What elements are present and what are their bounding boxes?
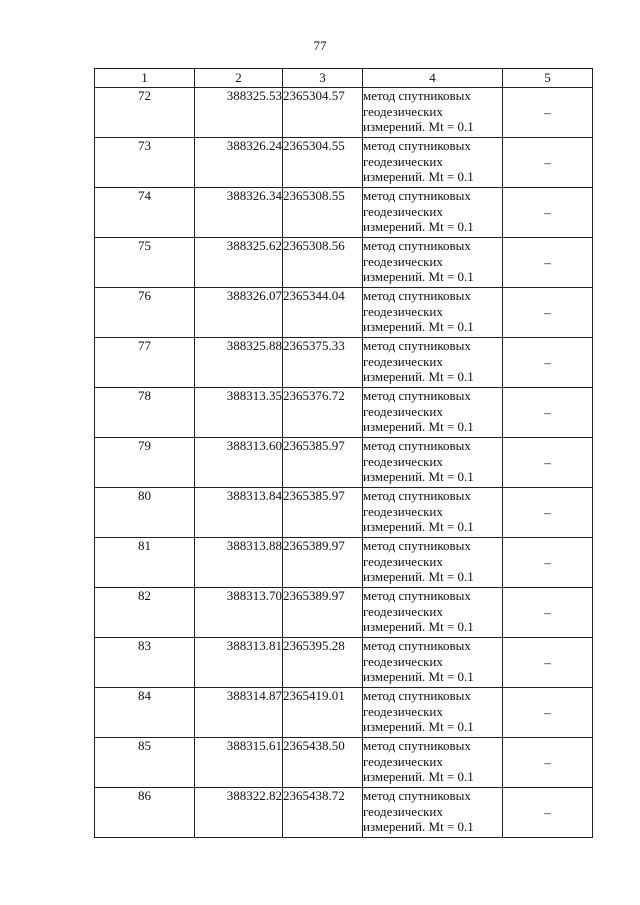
table-row bbox=[95, 288, 593, 338]
point-number-cell: 86 bbox=[95, 788, 195, 838]
y-coordinate-cell: 2365438.72 bbox=[283, 788, 363, 838]
y-coordinate-cell: 2365304.55 bbox=[283, 138, 363, 188]
point-number-cell: 73 bbox=[95, 138, 195, 188]
y-coordinate-cell: 2365308.55 bbox=[283, 188, 363, 238]
method-line-3: измерений. Mt = 0.1 bbox=[363, 819, 474, 834]
table-row bbox=[95, 738, 593, 788]
method-line-1: метод спутниковых bbox=[363, 538, 471, 553]
x-coordinate-cell: 388326.24 bbox=[195, 138, 283, 188]
method-line-3: измерений. Mt = 0.1 bbox=[363, 319, 474, 334]
table-row bbox=[95, 338, 593, 388]
method-line-3: измерений. Mt = 0.1 bbox=[363, 519, 474, 534]
x-coordinate-cell: 388314.87 bbox=[195, 688, 283, 738]
method-line-1: метод спутниковых bbox=[363, 188, 471, 203]
x-coordinate-cell: 388315.61 bbox=[195, 738, 283, 788]
point-number-cell: 75 bbox=[95, 238, 195, 288]
method-line-2: геодезических bbox=[363, 103, 443, 119]
method-cell bbox=[363, 738, 503, 788]
y-coordinate-cell: 2365304.57 bbox=[283, 88, 363, 138]
method-line-2: геодезических bbox=[363, 153, 443, 169]
method-cell bbox=[363, 538, 503, 588]
point-number-cell: 72 bbox=[95, 88, 195, 138]
y-coordinate-cell: 2365376.72 bbox=[283, 388, 363, 438]
x-coordinate-cell: 388325.53 bbox=[195, 88, 283, 138]
method-line-1: метод спутниковых bbox=[363, 788, 471, 803]
x-coordinate-cell: 388313.70 bbox=[195, 588, 283, 638]
table-header bbox=[95, 69, 593, 88]
note-cell: – bbox=[503, 488, 593, 538]
method-line-2: геодезических bbox=[363, 653, 443, 669]
method-cell bbox=[363, 388, 503, 438]
point-number-cell: 81 bbox=[95, 538, 195, 588]
method-line-2: геодезических bbox=[363, 353, 443, 369]
y-coordinate-cell: 2365389.97 bbox=[283, 588, 363, 638]
method-cell bbox=[363, 238, 503, 288]
table-row bbox=[95, 588, 593, 638]
note-cell: – bbox=[503, 338, 593, 388]
method-cell bbox=[363, 88, 503, 138]
method-line-2: геодезических bbox=[363, 703, 443, 719]
method-cell bbox=[363, 588, 503, 638]
header-col-2: 2 bbox=[195, 69, 283, 88]
method-cell bbox=[363, 338, 503, 388]
note-cell: – bbox=[503, 788, 593, 838]
y-coordinate-cell: 2365438.50 bbox=[283, 738, 363, 788]
method-line-3: измерений. Mt = 0.1 bbox=[363, 719, 474, 734]
table-row bbox=[95, 638, 593, 688]
method-cell bbox=[363, 438, 503, 488]
note-cell: – bbox=[503, 688, 593, 738]
method-line-2: геодезических bbox=[363, 453, 443, 469]
x-coordinate-cell: 388326.34 bbox=[195, 188, 283, 238]
point-number-cell: 84 bbox=[95, 688, 195, 738]
note-cell: – bbox=[503, 138, 593, 188]
note-cell: – bbox=[503, 238, 593, 288]
x-coordinate-cell: 388325.88 bbox=[195, 338, 283, 388]
y-coordinate-cell: 2365375.33 bbox=[283, 338, 363, 388]
point-number-cell: 78 bbox=[95, 388, 195, 438]
coordinates-table bbox=[94, 68, 593, 838]
y-coordinate-cell: 2365385.97 bbox=[283, 488, 363, 538]
method-line-3: измерений. Mt = 0.1 bbox=[363, 419, 474, 434]
x-coordinate-cell: 388313.88 bbox=[195, 538, 283, 588]
y-coordinate-cell: 2365344.04 bbox=[283, 288, 363, 338]
method-line-1: метод спутниковых bbox=[363, 438, 471, 453]
point-number-cell: 74 bbox=[95, 188, 195, 238]
x-coordinate-cell: 388322.82 bbox=[195, 788, 283, 838]
note-cell: – bbox=[503, 588, 593, 638]
table-row bbox=[95, 788, 593, 838]
table-row bbox=[95, 488, 593, 538]
method-line-2: геодезических bbox=[363, 753, 443, 769]
table-row bbox=[95, 88, 593, 138]
method-line-3: измерений. Mt = 0.1 bbox=[363, 569, 474, 584]
method-cell bbox=[363, 188, 503, 238]
method-line-3: измерений. Mt = 0.1 bbox=[363, 469, 474, 484]
method-line-1: метод спутниковых bbox=[363, 388, 471, 403]
note-cell: – bbox=[503, 438, 593, 488]
table-body bbox=[95, 88, 593, 838]
method-line-1: метод спутниковых bbox=[363, 288, 471, 303]
method-cell bbox=[363, 788, 503, 838]
method-line-1: метод спутниковых bbox=[363, 138, 471, 153]
note-cell: – bbox=[503, 188, 593, 238]
method-line-2: геодезических bbox=[363, 603, 443, 619]
method-line-1: метод спутниковых bbox=[363, 638, 471, 653]
page-number: 77 bbox=[313, 38, 327, 53]
method-cell bbox=[363, 288, 503, 338]
method-line-3: измерений. Mt = 0.1 bbox=[363, 269, 474, 284]
y-coordinate-cell: 2365308.56 bbox=[283, 238, 363, 288]
x-coordinate-cell: 388325.62 bbox=[195, 238, 283, 288]
method-line-3: измерений. Mt = 0.1 bbox=[363, 169, 474, 184]
method-line-2: геодезических bbox=[363, 303, 443, 319]
table-row bbox=[95, 438, 593, 488]
x-coordinate-cell: 388313.84 bbox=[195, 488, 283, 538]
method-cell bbox=[363, 638, 503, 688]
method-line-1: метод спутниковых bbox=[363, 338, 471, 353]
method-line-3: измерений. Mt = 0.1 bbox=[363, 119, 474, 134]
method-line-2: геодезических bbox=[363, 403, 443, 419]
table-row bbox=[95, 188, 593, 238]
method-line-2: геодезических bbox=[363, 253, 443, 269]
note-cell: – bbox=[503, 288, 593, 338]
method-line-3: измерений. Mt = 0.1 bbox=[363, 769, 474, 784]
header-col-4: 4 bbox=[363, 69, 503, 88]
method-line-3: измерений. Mt = 0.1 bbox=[363, 669, 474, 684]
y-coordinate-cell: 2365385.97 bbox=[283, 438, 363, 488]
header-col-3: 3 bbox=[283, 69, 363, 88]
method-line-2: геодезических bbox=[363, 203, 443, 219]
header-col-5: 5 bbox=[503, 69, 593, 88]
x-coordinate-cell: 388326.07 bbox=[195, 288, 283, 338]
method-line-1: метод спутниковых bbox=[363, 588, 471, 603]
table-row bbox=[95, 138, 593, 188]
method-line-3: измерений. Mt = 0.1 bbox=[363, 219, 474, 234]
x-coordinate-cell: 388313.35 bbox=[195, 388, 283, 438]
point-number-cell: 76 bbox=[95, 288, 195, 338]
method-line-1: метод спутниковых bbox=[363, 488, 471, 503]
table-row bbox=[95, 388, 593, 438]
y-coordinate-cell: 2365395.28 bbox=[283, 638, 363, 688]
method-line-2: геодезических bbox=[363, 503, 443, 519]
method-line-2: геодезических bbox=[363, 553, 443, 569]
x-coordinate-cell: 388313.60 bbox=[195, 438, 283, 488]
method-line-1: метод спутниковых bbox=[363, 688, 471, 703]
method-cell bbox=[363, 488, 503, 538]
table-row bbox=[95, 238, 593, 288]
table-row bbox=[95, 538, 593, 588]
method-line-2: геодезических bbox=[363, 803, 443, 819]
x-coordinate-cell: 388313.81 bbox=[195, 638, 283, 688]
method-cell bbox=[363, 688, 503, 738]
method-line-1: метод спутниковых bbox=[363, 738, 471, 753]
note-cell: – bbox=[503, 88, 593, 138]
note-cell: – bbox=[503, 388, 593, 438]
method-cell bbox=[363, 138, 503, 188]
note-cell: – bbox=[503, 738, 593, 788]
point-number-cell: 77 bbox=[95, 338, 195, 388]
y-coordinate-cell: 2365389.97 bbox=[283, 538, 363, 588]
y-coordinate-cell: 2365419.01 bbox=[283, 688, 363, 738]
point-number-cell: 80 bbox=[95, 488, 195, 538]
point-number-cell: 85 bbox=[95, 738, 195, 788]
note-cell: – bbox=[503, 538, 593, 588]
table-row bbox=[95, 688, 593, 738]
note-cell: – bbox=[503, 638, 593, 688]
header-col-1: 1 bbox=[95, 69, 195, 88]
method-line-1: метод спутниковых bbox=[363, 88, 471, 103]
point-number-cell: 82 bbox=[95, 588, 195, 638]
point-number-cell: 83 bbox=[95, 638, 195, 688]
method-line-1: метод спутниковых bbox=[363, 238, 471, 253]
header-row bbox=[95, 69, 593, 88]
point-number-cell: 79 bbox=[95, 438, 195, 488]
method-line-3: измерений. Mt = 0.1 bbox=[363, 369, 474, 384]
method-line-3: измерений. Mt = 0.1 bbox=[363, 619, 474, 634]
